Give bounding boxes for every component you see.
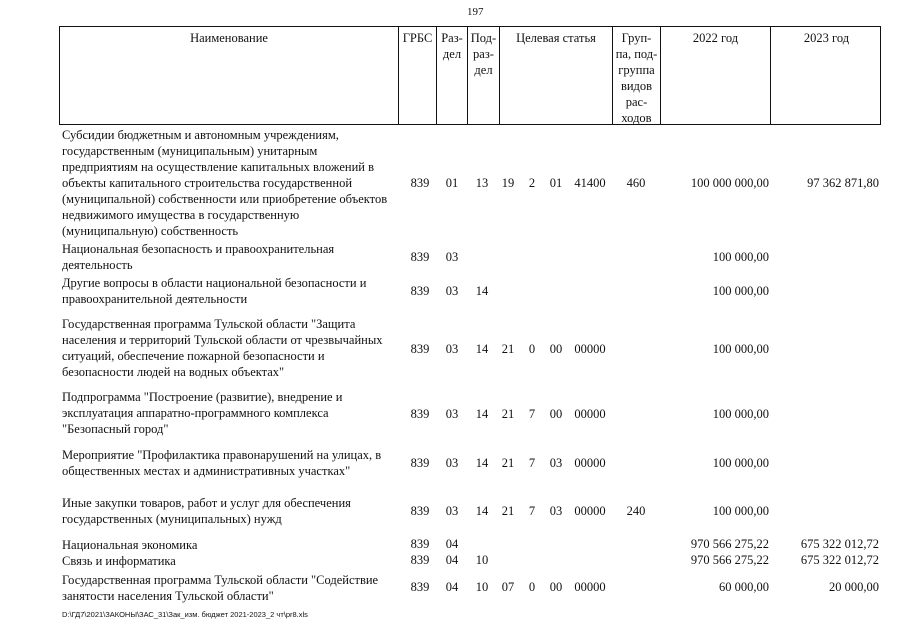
table-row [0,127,905,240]
row-name: Национальная безопасность и правоохранительная деятельность [62,242,335,272]
cell-rz: 03 [445,456,459,470]
table-row [0,495,905,529]
cell-cs3: 03 [549,456,563,470]
cell-v2022: 100 000,00 [712,342,769,356]
row-name: Связь и информатика [62,554,176,568]
cell-rz: 03 [445,504,459,518]
cell-v2022: 100 000,00 [712,284,769,298]
cell-cs4: 41400 [574,176,606,190]
table-row [0,447,905,481]
cell-rz: 03 [445,250,459,264]
table-row [0,572,905,604]
cell-cs4: 00000 [574,504,606,518]
table-header [59,26,881,125]
cell-pr: 14 [475,407,489,421]
cell-v2022: 100 000,00 [712,407,769,421]
row-name: Государственная программа Тульской области "Защита населения и территорий Тульской области от чрезвычайных ситуаций, обеспечение пожарной безопасности и безопасности людей на водных объектах" [62,317,383,379]
cell-cs2: 7 [528,456,536,470]
cell-v2023: 675 322 012,72 [800,553,879,567]
cell-cs1: 21 [501,342,515,356]
cell-grbs: 839 [410,342,430,356]
cell-rz: 04 [445,537,459,551]
table-row [0,389,905,441]
header-podrazdel: Под- раз- дел [467,27,499,124]
cell-pr: 14 [475,504,489,518]
table-row [0,316,905,384]
cell-pr: 14 [475,342,489,356]
table-row [0,553,905,569]
table-row [0,241,905,275]
cell-cs3: 00 [549,342,563,356]
cell-cs4: 00000 [574,342,606,356]
cell-rz: 03 [445,284,459,298]
cell-rz: 04 [445,580,459,594]
cell-cs1: 21 [501,504,515,518]
cell-pr: 13 [475,176,489,190]
cell-grbs: 839 [410,176,430,190]
cell-pr: 10 [475,553,489,567]
cell-grbs: 839 [410,407,430,421]
row-name: Мероприятие "Профилактика правонарушений на улицах, в общественных местах и административных участках" [62,448,382,478]
cell-pr: 10 [475,580,489,594]
cell-cs4: 00000 [574,580,606,594]
cell-grbs: 839 [410,284,430,298]
cell-vr: 240 [626,504,646,518]
cell-cs1: 19 [501,176,515,190]
cell-pr: 14 [475,456,489,470]
cell-cs1: 07 [501,580,515,594]
cell-cs2: 7 [528,504,536,518]
row-name: Иные закупки товаров, работ и услуг для обеспечения государственных (муниципальных) нужд [62,496,351,526]
file-path-footer: D:\ГД7\2021\ЗАКОНЫ\ЗАС_31\Зак_изм. бюджет 2021-2023_2 чт\pr8.xls [62,610,308,619]
cell-cs1: 21 [501,407,515,421]
cell-grbs: 839 [410,553,430,567]
cell-v2022: 970 566 275,22 [690,553,769,567]
cell-cs4: 00000 [574,407,606,421]
row-name: Национальная экономика [62,538,198,552]
header-2023: 2023 год [770,27,882,124]
table-row [0,275,905,309]
header-gruppa: Груп- па, под- группа видов рас- ходов [612,27,660,124]
cell-grbs: 839 [410,456,430,470]
table-row [0,537,905,553]
cell-cs2: 2 [528,176,536,190]
cell-grbs: 839 [410,250,430,264]
cell-v2023: 97 362 871,80 [807,176,879,190]
cell-rz: 03 [445,407,459,421]
cell-grbs: 839 [410,580,430,594]
cell-cs3: 01 [549,176,563,190]
cell-v2022: 60 000,00 [719,580,769,594]
header-2022: 2022 год [660,27,770,124]
cell-grbs: 839 [410,504,430,518]
cell-grbs: 839 [410,537,430,551]
page-number: 197 [467,6,484,18]
cell-v2022: 100 000 000,00 [690,176,769,190]
cell-rz: 03 [445,342,459,356]
cell-rz: 01 [445,176,459,190]
cell-vr: 460 [626,176,646,190]
cell-v2023: 20 000,00 [829,580,879,594]
cell-cs3: 03 [549,504,563,518]
cell-pr: 14 [475,284,489,298]
row-name: Субсидии бюджетным и автономным учреждениям, государственным (муниципальным) унитарным предприятиям на осуществление капитальных вложений в объекты капитального строительства государственной (муниципальной) собственности или приобретение объектов недвижимого имущества в государственную (муниципальную) собственность [62,128,388,238]
row-name: Подпрограмма "Построение (развитие), внедрение и эксплуатация аппаратно-программного комплекса "Безопасный город" [62,390,343,436]
cell-cs2: 0 [528,342,536,356]
cell-v2022: 100 000,00 [712,250,769,264]
cell-v2022: 100 000,00 [712,504,769,518]
cell-cs3: 00 [549,580,563,594]
cell-cs4: 00000 [574,456,606,470]
cell-cs2: 7 [528,407,536,421]
cell-v2022: 970 566 275,22 [690,537,769,551]
header-razdel: Раз- дел [436,27,467,124]
cell-v2022: 100 000,00 [712,456,769,470]
cell-rz: 04 [445,553,459,567]
row-name: Государственная программа Тульской области "Содействие занятости населения Тульской области" [62,573,379,603]
cell-cs2: 0 [528,580,536,594]
header-name: Наименование [190,31,268,45]
cell-cs1: 21 [501,456,515,470]
row-name: Другие вопросы в области национальной безопасности и правоохранительной деятельности [62,276,367,306]
cell-cs3: 00 [549,407,563,421]
cell-v2023: 675 322 012,72 [800,537,879,551]
header-celevaya: Целевая статья [499,27,612,124]
header-grbs: ГРБС [398,27,436,124]
